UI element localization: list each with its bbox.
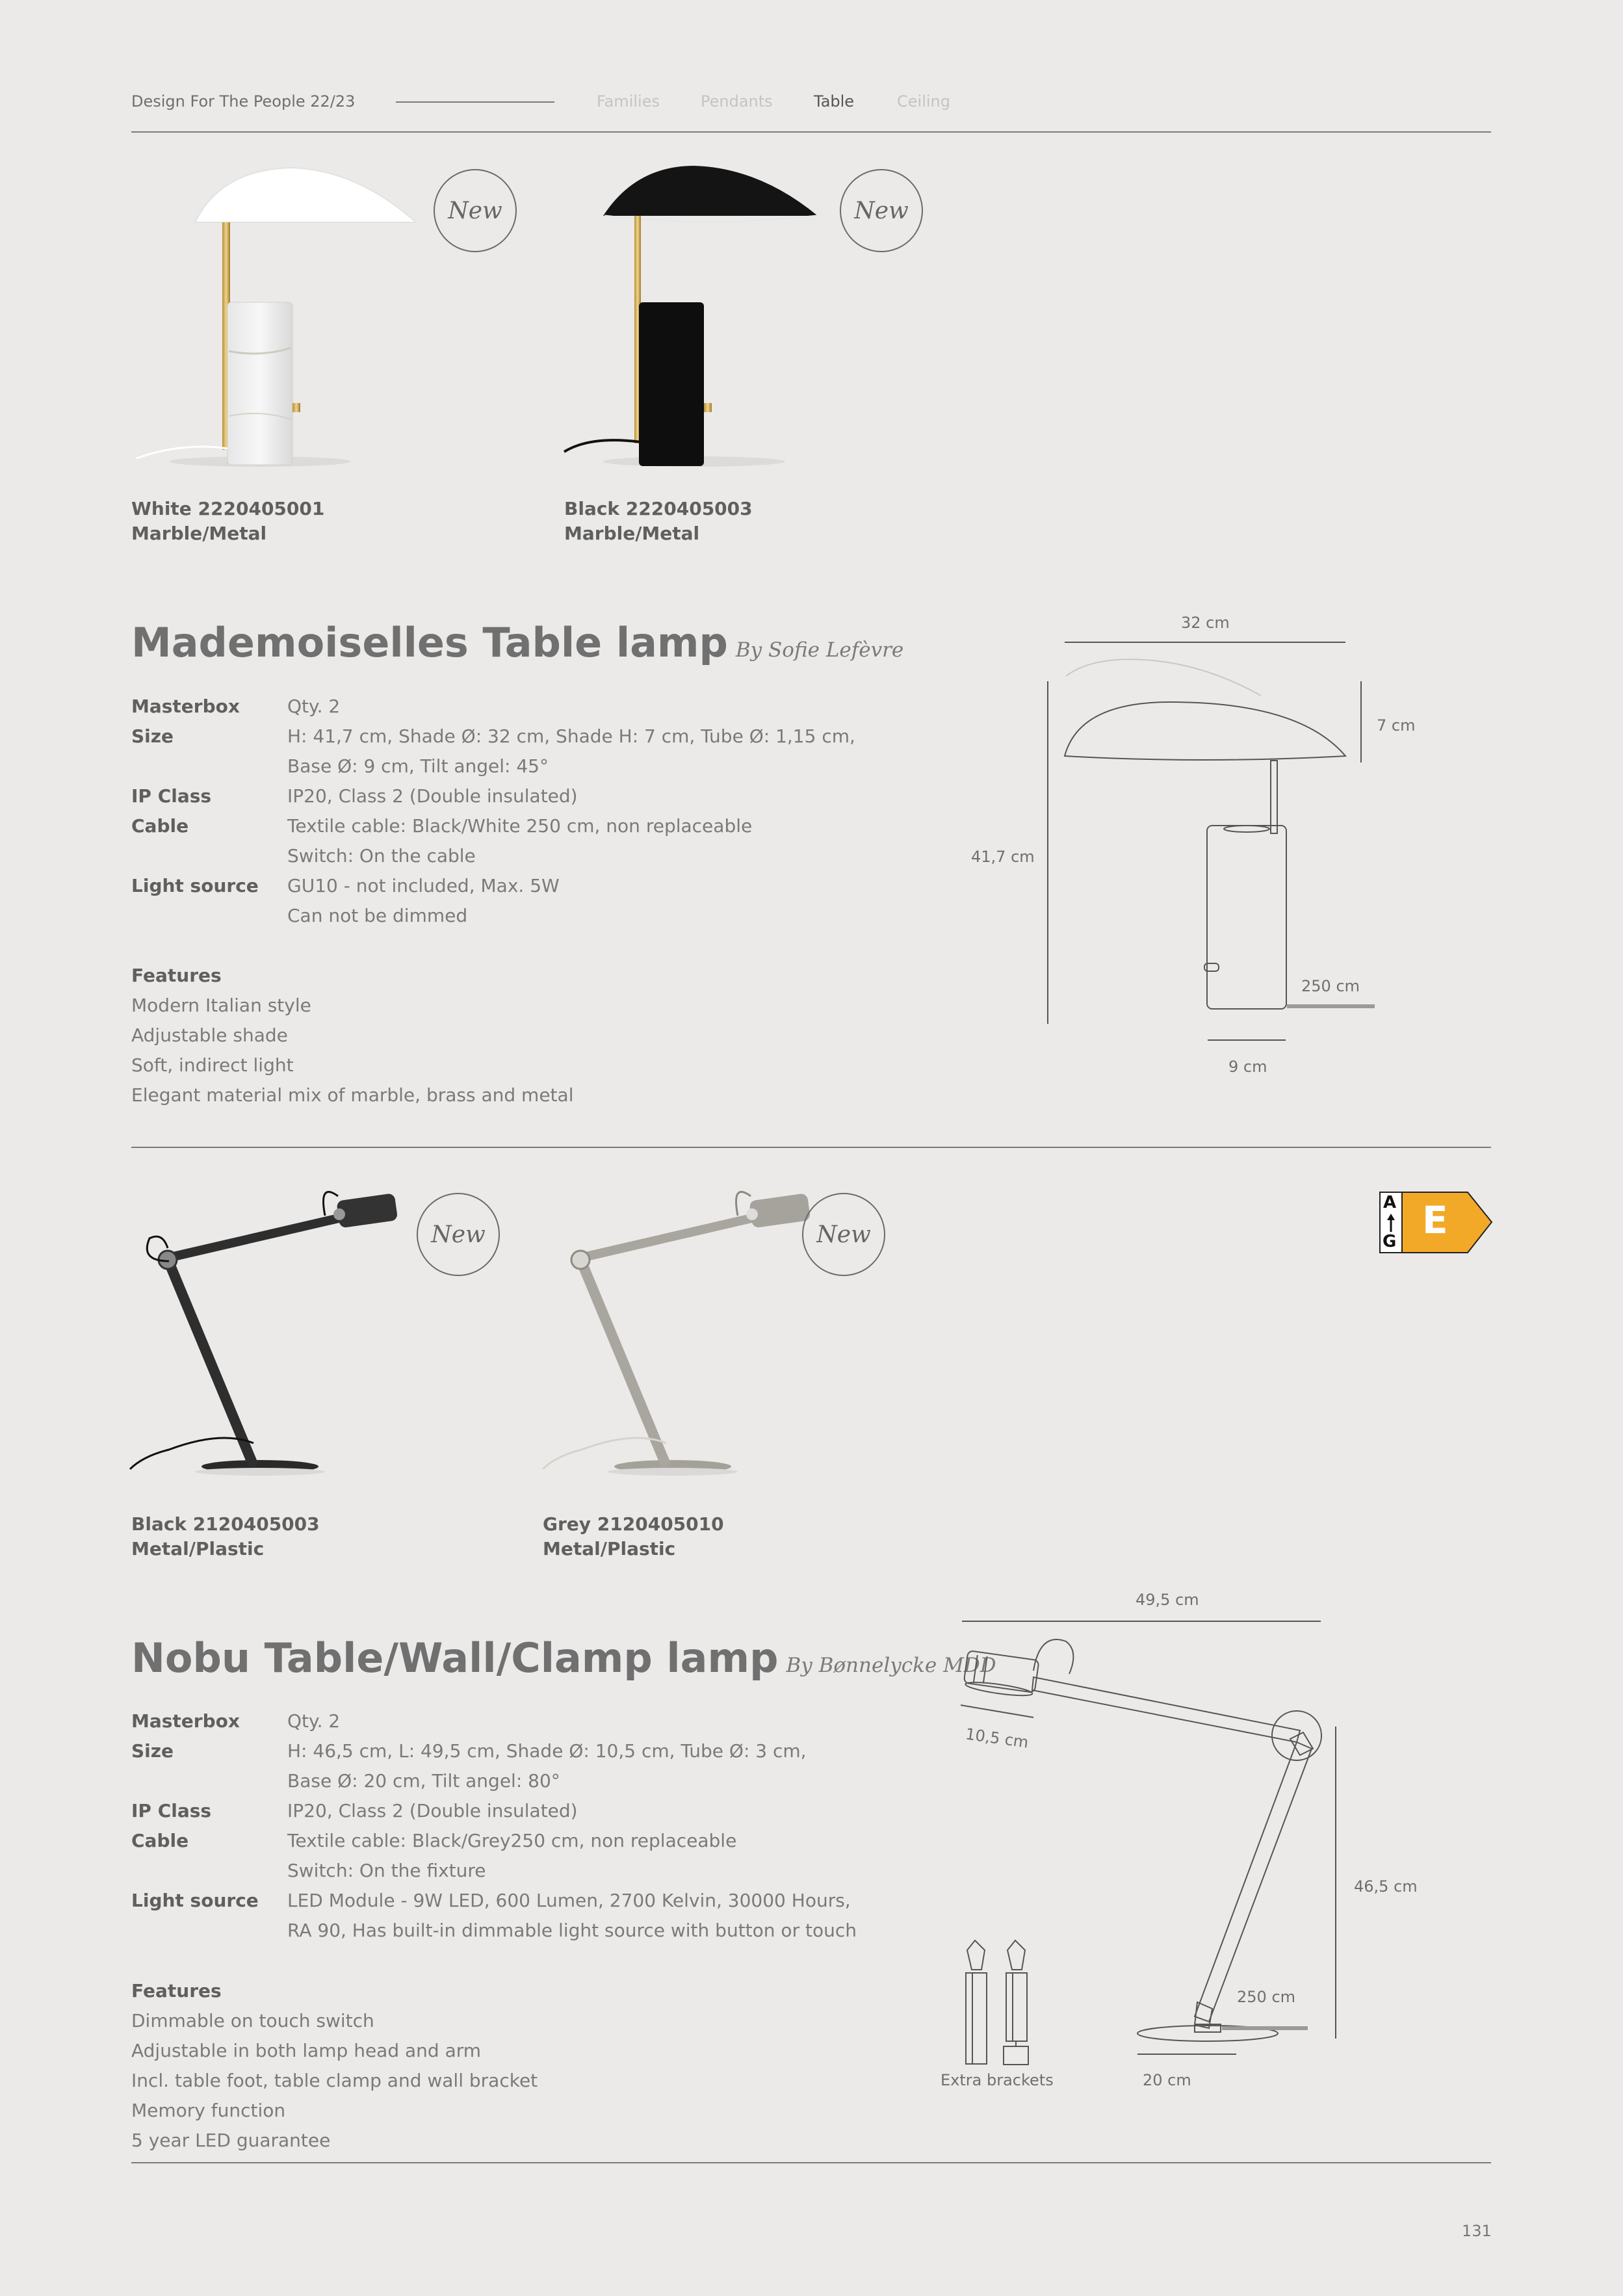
new-badge: New — [417, 1193, 500, 1276]
nobu-black-photo — [130, 1183, 403, 1482]
new-badge: New — [802, 1193, 885, 1276]
dim-height: 46,5 cm — [1354, 1877, 1418, 1896]
dim-length: 49,5 cm — [1136, 1591, 1199, 1609]
variant-black: Black 2220405003 Marble/Metal — [564, 498, 753, 544]
product-title: Nobu Table/Wall/Clamp lamp By Bønnelycke MDD — [131, 1634, 996, 1682]
dim-shade-width: 32 cm — [1181, 614, 1230, 632]
energy-scale-bottom: G — [1383, 1232, 1397, 1251]
footer-rule — [131, 2162, 1491, 2163]
catalog-title: Design For The People 22/23 — [131, 92, 356, 111]
mademoiselles-black-photo — [564, 163, 850, 475]
dim-shade: 10,5 cm — [964, 1725, 1030, 1752]
mademoiselles-white-photo — [130, 163, 416, 475]
header-rule — [131, 131, 1491, 133]
features-list: Features Dimmable on touch switch Adjustable in both lamp head and arm Incl. table foot, table clamp and wall bracket Memory function 5 year LED guarantee — [131, 1980, 538, 2151]
variant-grey: Grey 2120405010 Metal/Plastic — [543, 1513, 724, 1559]
energy-scale-top: A — [1383, 1193, 1397, 1212]
dim-total-height: 41,7 cm — [971, 848, 1035, 866]
dim-shade-height: 7 cm — [1377, 716, 1416, 735]
spec-table: Masterbox Qty. 2 Size H: 41,7 cm, Shade Ø: 32 cm, Shade H: 7 cm, Tube Ø: 1,15 cm, Base Ø: 9 cm, Tilt angel: 45° IP Class IP20, Class 2 (Double insulated) Cable Textile cable: Black/White 250 cm, non replaceable Switch: On the cable Light source GU10 - not included, Max. 5W Can not be dimmed — [131, 696, 855, 926]
variant-white: White 2220405001 Marble/Metal — [131, 498, 325, 544]
page-number: 131 — [1462, 2222, 1492, 2240]
nobu-grey-photo — [543, 1183, 816, 1482]
nav-ceiling[interactable]: Ceiling — [897, 92, 950, 111]
extra-brackets-icon — [966, 1940, 1028, 2065]
product-title: Mademoiselles Table lamp By Sofie Lefèvre — [131, 619, 904, 666]
mademoiselles-dimension-drawing — [1040, 637, 1404, 1092]
new-badge: New — [434, 169, 517, 252]
dim-base: 20 cm — [1143, 2071, 1191, 2089]
header-divider — [396, 101, 554, 103]
dim-cable-length: 250 cm — [1237, 1988, 1296, 2006]
nav-table[interactable]: Table — [814, 92, 855, 111]
features-list: Features Modern Italian style Adjustable shade Soft, indirect light Elegant material mix of marble, brass and metal — [131, 965, 574, 1106]
variant-black: Black 2120405003 Metal/Plastic — [131, 1513, 320, 1559]
spec-table: Masterbox Qty. 2 Size H: 46,5 cm, L: 49,5 cm, Shade Ø: 10,5 cm, Tube Ø: 3 cm, Base Ø: 20 cm, Tilt angel: 80° IP Class IP20, Class 2 (Double insulated) Cable Textile cable: Black/Grey250 cm, non replaceable Switch: On the fixture Light source LED Module - 9W LED, 600 Lumen, 2700 Kelvin, 30000 Hours, RA 90, Has built-in dimmable light source with button or touch — [131, 1710, 857, 1941]
dim-base: 9 cm — [1228, 1058, 1267, 1076]
new-badge: New — [840, 169, 923, 252]
energy-label — [1379, 1192, 1493, 1253]
nav-families[interactable]: Families — [597, 92, 660, 111]
dim-extra-brackets: Extra brackets — [941, 2071, 1054, 2089]
dim-cable-length: 250 cm — [1301, 977, 1360, 995]
section-divider — [131, 1147, 1491, 1148]
nobu-dimension-drawing — [936, 1612, 1391, 2080]
energy-class: E — [1422, 1198, 1448, 1242]
nav-pendants[interactable]: Pendants — [701, 92, 773, 111]
